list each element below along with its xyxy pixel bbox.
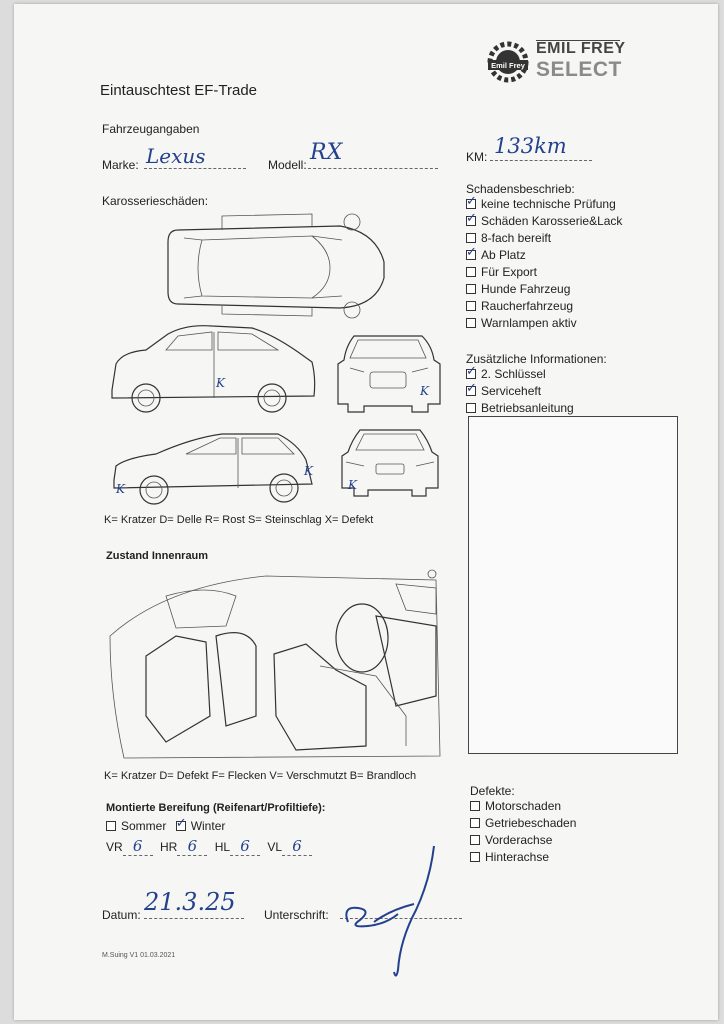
- km-label: KM:: [466, 150, 488, 164]
- defect-item[interactable]: [470, 849, 670, 866]
- damage-item-label: Warnlampen aktiv: [481, 316, 577, 330]
- damage-description-list: [466, 196, 696, 332]
- checkbox[interactable]: [466, 318, 476, 328]
- damage-item-label: keine technische Prüfung: [481, 197, 616, 211]
- car-top-view: [168, 214, 384, 318]
- interior-title: Zustand Innenraum: [106, 550, 209, 562]
- damage-item[interactable]: [466, 281, 696, 298]
- marke-label: Marke:: [102, 158, 139, 172]
- checkbox[interactable]: [470, 801, 480, 811]
- defect-item[interactable]: [470, 832, 670, 849]
- damage-item[interactable]: [466, 247, 696, 264]
- winter-label: Winter: [190, 819, 226, 833]
- damage-item[interactable]: [466, 230, 696, 247]
- brand-select: SELECT: [536, 58, 622, 81]
- emil-frey-emblem-icon: [480, 36, 536, 90]
- checkbox[interactable]: [466, 301, 476, 311]
- damage-item[interactable]: [466, 213, 696, 230]
- defects-title: Defekte:: [470, 784, 515, 798]
- damage-item-label: 8-fach bereift: [481, 231, 552, 245]
- info-item-label: 2. Schlüssel: [481, 367, 546, 381]
- vehicle-section-title: Fahrzeugangaben: [102, 122, 200, 136]
- tread-label-vr: VR: [106, 840, 123, 854]
- km-value: 133km: [494, 134, 567, 158]
- body-damage-label: Karosserieschäden:: [102, 194, 209, 208]
- info-item-label: Serviceheft: [481, 384, 542, 398]
- info-item[interactable]: [466, 383, 696, 400]
- damage-mark-side-left: K: [216, 376, 225, 390]
- defect-item[interactable]: [470, 798, 670, 815]
- tire-type-row: [106, 818, 225, 835]
- logo-emblem-text: Emil Frey: [491, 61, 525, 70]
- brand-rule: [536, 40, 620, 41]
- damage-item[interactable]: [466, 264, 696, 281]
- summer-label: Sommer: [121, 819, 167, 833]
- car-body-diagram: [102, 212, 442, 512]
- signature-label: Unterschrift:: [264, 908, 329, 922]
- info-item[interactable]: [466, 400, 696, 417]
- body-damage-legend: K= Kratzer D= Delle R= Rost S= Steinschlag X= Defekt: [104, 514, 374, 526]
- checkbox[interactable]: [466, 216, 476, 226]
- tread-label-hr: HR: [160, 840, 178, 854]
- damage-mark-side-right-front: K: [304, 464, 313, 478]
- tread-row: [106, 838, 312, 855]
- damage-mark-side-right-rear: K: [116, 482, 125, 496]
- checkbox[interactable]: [470, 835, 480, 845]
- damage-mark-rear: K: [348, 478, 357, 492]
- additional-info-title: Zusätzliche Informationen:: [466, 352, 607, 366]
- checkbox[interactable]: [466, 369, 476, 379]
- defect-item-label: Getriebeschaden: [485, 816, 577, 830]
- damage-item-label: Hunde Fahrzeug: [481, 282, 571, 296]
- date-label: Datum:: [102, 908, 141, 922]
- handwritten-signature: [334, 840, 454, 982]
- defect-item-label: Vorderachse: [485, 833, 553, 847]
- additional-info-list: [466, 366, 696, 417]
- info-item[interactable]: [466, 366, 696, 383]
- damage-item-label: Ab Platz: [481, 248, 526, 262]
- defect-item-label: Hinterachse: [485, 850, 550, 864]
- car-left-side-view: [112, 326, 315, 412]
- checkbox[interactable]: [466, 250, 476, 260]
- form-sheet: [14, 4, 718, 1020]
- date-value: 21.3.25: [144, 888, 236, 916]
- damage-mark-front: K: [420, 384, 429, 398]
- damage-item[interactable]: [466, 298, 696, 315]
- checkbox[interactable]: [466, 403, 476, 413]
- tread-value-hl[interactable]: 6: [230, 838, 260, 856]
- checkbox[interactable]: [470, 852, 480, 862]
- summer-checkbox[interactable]: [106, 821, 116, 831]
- modell-value: RX: [310, 140, 343, 165]
- info-item-label: Betriebsanleitung: [481, 401, 574, 415]
- checkbox[interactable]: [466, 267, 476, 277]
- damage-item-label: Für Export: [481, 265, 538, 279]
- damage-description-title: Schadensbeschrieb:: [466, 182, 575, 196]
- notes-box[interactable]: [468, 416, 678, 754]
- brand-name: EMIL FREY: [536, 40, 626, 57]
- tread-label-hl: HL: [214, 840, 231, 854]
- damage-item-label: Raucherfahrzeug: [481, 299, 574, 313]
- interior-legend: K= Kratzer D= Defekt F= Flecken V= Verschmutzt B= Brandloch: [104, 770, 417, 782]
- checkbox[interactable]: [466, 386, 476, 396]
- interior-diagram: [106, 566, 446, 762]
- checkbox[interactable]: [466, 233, 476, 243]
- winter-checkbox[interactable]: [176, 821, 186, 831]
- form-version-footer: M.Suing V1 01.03.2021: [102, 952, 176, 959]
- tread-label-vl: VL: [267, 840, 283, 854]
- damage-item[interactable]: [466, 196, 696, 213]
- checkbox[interactable]: [466, 199, 476, 209]
- defect-item[interactable]: [470, 815, 670, 832]
- damage-item-label: Schäden Karosserie&Lack: [481, 214, 623, 228]
- marke-value: Lexus: [146, 144, 206, 168]
- defect-item-label: Motorschaden: [485, 799, 562, 813]
- car-front-view: [338, 336, 440, 412]
- tread-value-hr[interactable]: 6: [177, 838, 207, 856]
- tires-title: Montierte Bereifung (Reifenart/Profiltiefe):: [106, 802, 326, 814]
- checkbox[interactable]: [470, 818, 480, 828]
- car-right-side-view: [114, 434, 312, 504]
- tread-value-vl[interactable]: 6: [282, 838, 312, 856]
- modell-label: Modell:: [268, 158, 307, 172]
- checkbox[interactable]: [466, 284, 476, 294]
- tread-value-vr[interactable]: 6: [123, 838, 153, 856]
- form-title: Eintauschtest EF-Trade: [100, 82, 258, 99]
- defects-list: [470, 798, 670, 866]
- damage-item[interactable]: [466, 315, 696, 332]
